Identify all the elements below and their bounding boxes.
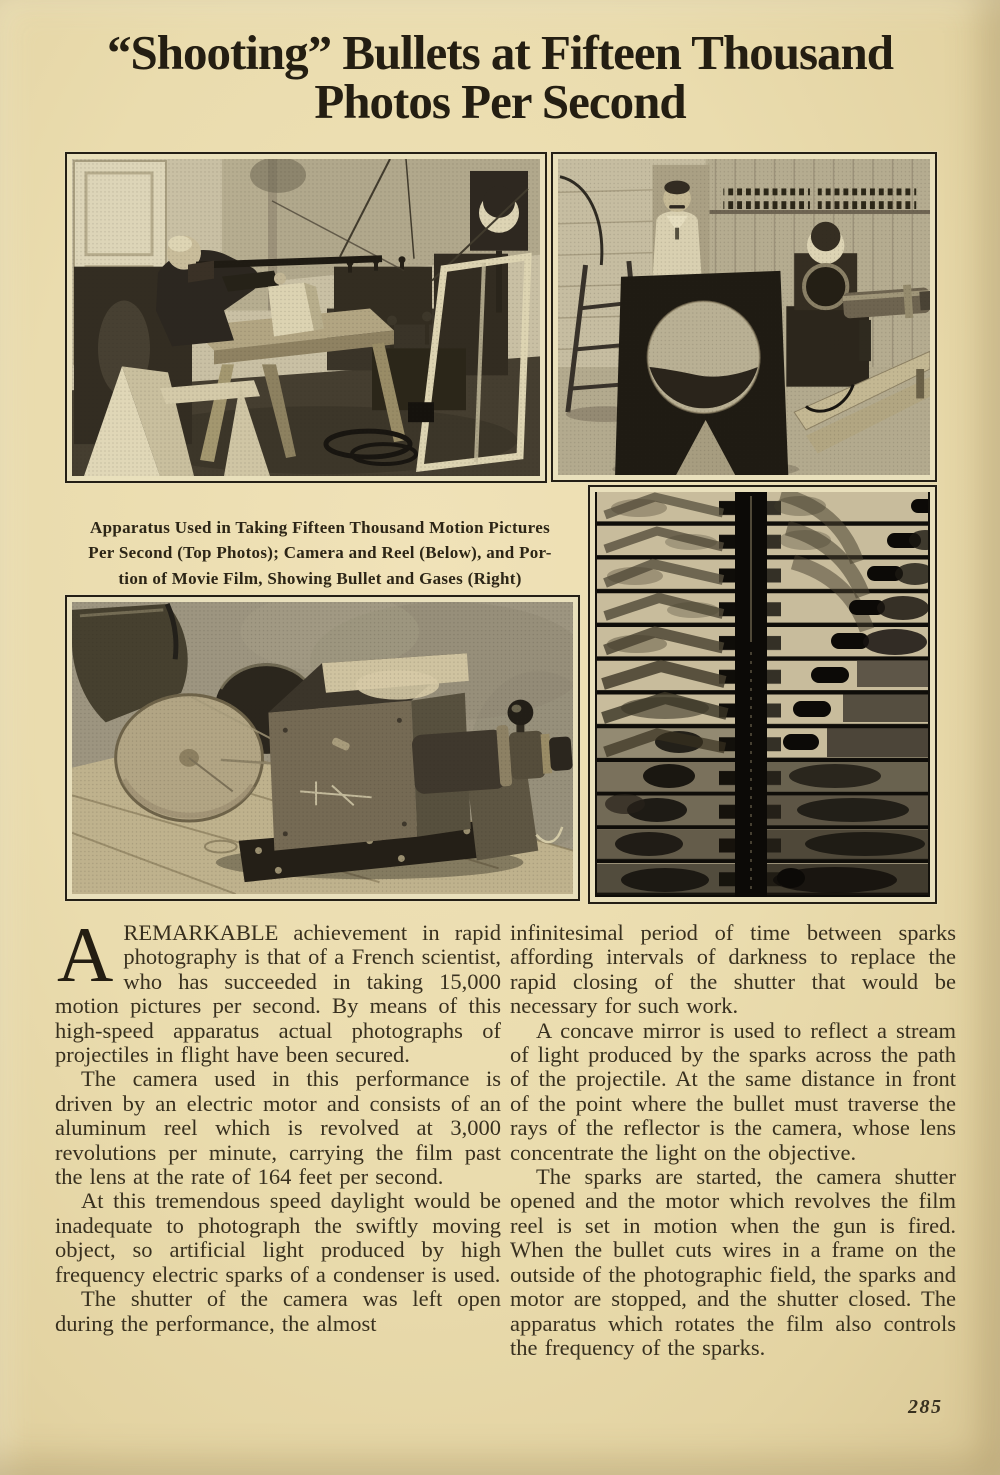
paragraph-7: The sparks are started, the camera shutter opened and the motor which revolves the film reel is set in motion when the gun is fired. When the bullet cuts wires in a frame on the outside of the photographic field, the sparks and motor are stopped, and the shutter closed. The apparatus which rotates the film also controls the frequency of the sparks. [510, 1164, 956, 1360]
page-title-line2: Photos Per Second [314, 74, 686, 129]
photo-lab-operator [551, 152, 937, 482]
page-title-line1: “Shooting” Bullets at Fifteen Thousand [106, 25, 894, 80]
photo-lab-rifle [65, 152, 547, 483]
photo-lab-operator-image [558, 159, 930, 475]
paragraph-2: The camera used in this performance is driven by an electric motor and consists of an aluminum reel which is revolved at 3,000 revolutions per minute, carrying the film past the lens at the rate of 164 feet per second. [55, 1066, 501, 1190]
page-number: 285 [908, 1396, 943, 1418]
photo-caption-line3: tion of Movie Film, Showing Bullet and Gases (Right) [118, 568, 522, 588]
photo-lab-rifle-image [72, 159, 540, 476]
photo-camera-reel [65, 595, 580, 901]
photo-caption-line1: Apparatus Used in Taking Fifteen Thousand Motion Pictures [90, 518, 550, 537]
paragraph-1-text: REMARKABLE achievement in rapid photography is that of a French scientist, who has succeeded in taking 15,000 motion pictures per second. By means of this high-speed apparatus actual photographs of projectiles in flight have been secured. [55, 920, 501, 1068]
page-title [0, 25, 1000, 129]
drop-cap: A [57, 911, 114, 998]
photo-caption-line2: Per Second (Top Photos); Camera and Reel (Below), and Por- [88, 543, 552, 563]
paragraph-1 [55, 911, 501, 1068]
article-column-right [510, 921, 956, 1360]
paragraph-3: At this tremendous speed daylight would be inadequate to photograph the swiftly moving object, so artificial light produced by high frequency electric sparks of a condenser is used. [55, 1188, 501, 1287]
photo-caption [58, 515, 582, 591]
paragraph-4: The shutter of the camera was left open during the performance, the almost [55, 1286, 501, 1336]
photo-camera-reel-image [72, 602, 573, 894]
article-column-left [55, 911, 501, 1336]
photo-film-strip-image [595, 492, 930, 897]
photo-film-strip [588, 485, 937, 904]
paragraph-5: infinitesimal period of time between sparks affording intervals of darkness to replace the rapid closing of the shutter that would be necessary for such work. [510, 920, 956, 1019]
paragraph-6: A concave mirror is used to reflect a stream of light produced by the sparks across the path of the projectile. At the same distance in front of the point where the bullet must traverse the rays of the reflector is the camera, whose lens concentrate the light on the objective. [510, 1017, 956, 1165]
